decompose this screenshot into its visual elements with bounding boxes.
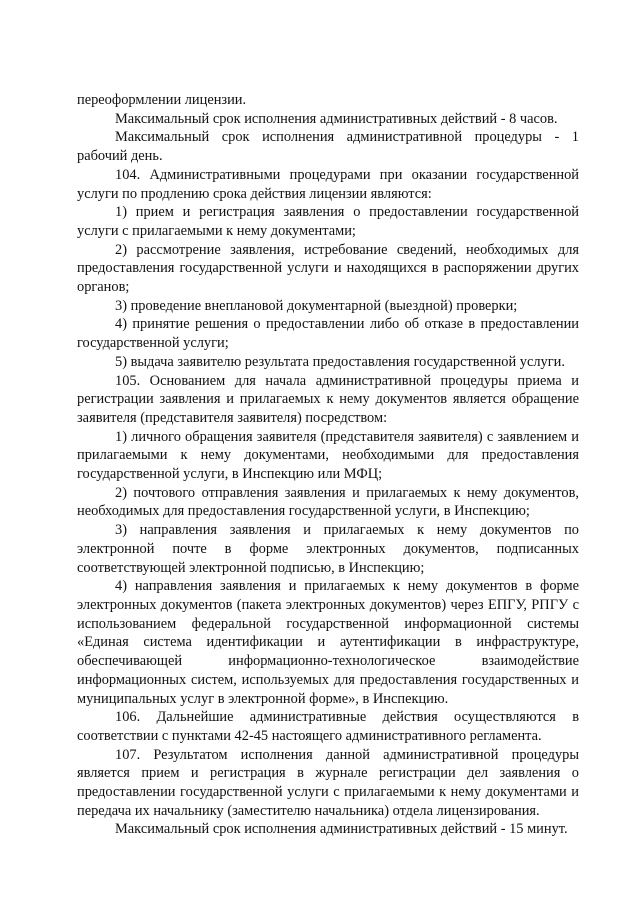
paragraph-106: 106. Дальнейшие административные действия осуществляются в соответствии с пунктами 42-45 настоящего административного регламента. (77, 709, 579, 744)
paragraph-104-item-5: 5) выдача заявителю результата предоставления государственной услуги. (115, 353, 565, 370)
paragraph-max-time-actions: Максимальный срок исполнения административных действий - 8 часов. (115, 110, 558, 127)
paragraph-104-item-1: 1) прием и регистрация заявления о предоставлении государственной услуги с прилагаемыми к нему документами; (77, 204, 579, 239)
paragraph-104-item-3: 3) проведение внеплановой документарной (выездной) проверки; (115, 297, 518, 314)
paragraph-104-item-4: 4) принятие решения о предоставлении либо об отказе в предоставлении государственной услуги; (77, 316, 579, 352)
paragraph-max-time-procedure: Максимальный срок исполнения административной процедуры - 1 рабочий день. (77, 129, 579, 165)
paragraph-105-item-3: 3) направления заявления и прилагаемых к нему документов по электронной почте в форме электронных документов, подписанных соответствующей электронной подписью, в Инспекцию; (77, 522, 579, 576)
paragraph-107: 107. Результатом исполнения данной административной процедуры является прием и регистрация в журнале регистрации дел заявления о предоставлении государственной услуги с прилагаемыми к нему документами и передача их начальнику (заместителю начальника) отдела лицензирования. (77, 746, 579, 819)
paragraph-105-item-1: 1) личного обращения заявителя (представителя заявителя) с заявлением и прилагаемыми к нему документами, необходимыми для предоставления государственной услуги, в Инспекцию или МФЦ; (77, 428, 579, 483)
document-page (77, 91, 579, 839)
paragraph-104: 104. Административными процедурами при оказании государственной услуги по продлению срока действия лицензии являются: (77, 166, 579, 202)
paragraph-105: 105. Основанием для начала административной процедуры приема и регистрации заявления и прилагаемых к нему документов является обращение заявителя (представителя заявителя) посредством: (77, 372, 579, 426)
paragraph-105-item-4: 4) направления заявления и прилагаемых к нему документов в форме электронных документов (пакета электронных документов) через ЕПГУ, РПГУ с использованием федеральной государственной информационной системы «Единая система идентификации и аутентификации в инфраструктуре, обеспечивающей информационно-технологическое взаимодействие информационных систем, используемых для предоставления государственных и муниципальных услуг в электронной форме», в Инспекцию. (77, 578, 579, 707)
paragraph-104-item-2: 2) рассмотрение заявления, истребование сведений, необходимых для предоставления государственной услуги и находящихся в распоряжении других органов; (77, 241, 579, 296)
paragraph-continuation: переоформлении лицензии. (77, 92, 247, 108)
paragraph-105-item-2: 2) почтового отправления заявления и прилагаемых к нему документов, необходимых для предоставления государственной услуги, в Инспекцию; (77, 484, 579, 520)
paragraph-max-time-minutes: Максимальный срок исполнения административных действий - 15 минут. (115, 821, 568, 838)
